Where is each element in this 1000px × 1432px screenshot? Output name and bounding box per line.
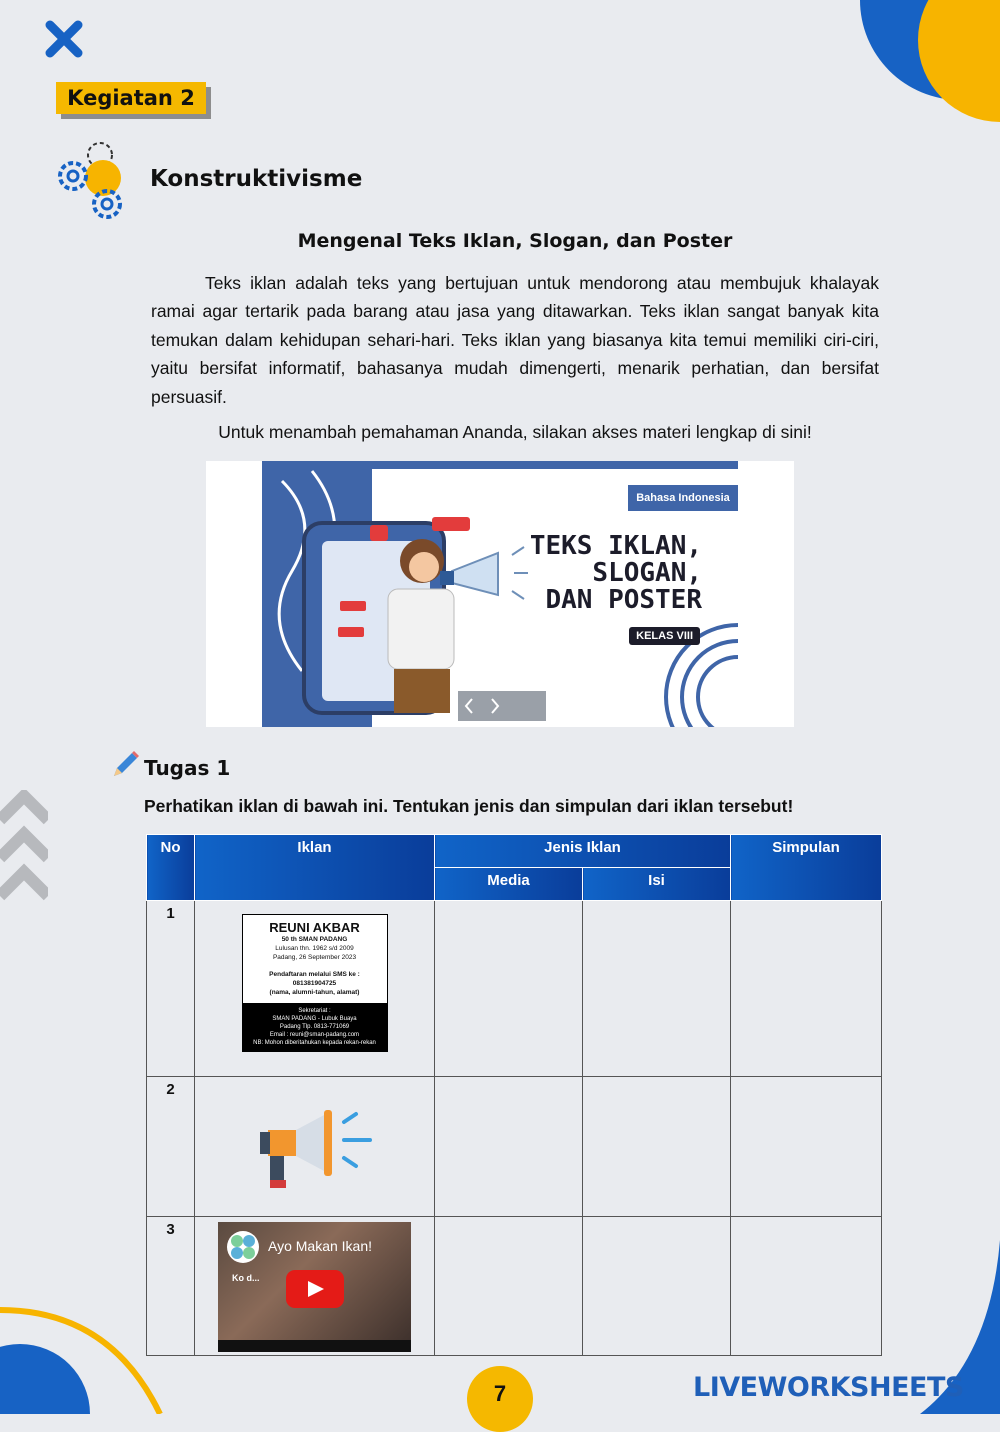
ad-cell (195, 901, 435, 1077)
ad-footer-text: NB: Mohon diberitahukan kepada rekan-rekan (253, 1040, 376, 1046)
answer-isi-cell[interactable] (583, 1077, 731, 1217)
intro-paragraph: Teks iklan adalah teks yang bertujuan untuk mendorong atau membujuk khalayak ramai agar tertarik pada barang atau jasa yang ditawarkan. Teks iklan sangat banyak kita temukan dalam kehidupan sehari-hari. Teks iklan yang biasanya kita temui memiliki ciri-ciri, yaitu bersifat informatif, bahasanya mudah dimengerti, menarik perhatian, dan bersifat persuasif. (151, 273, 879, 407)
slide-title-line: DAN POSTER (545, 585, 702, 615)
ad-cell[interactable] (195, 1077, 435, 1217)
header-isi: Isi (583, 868, 731, 901)
header-no: No (147, 835, 195, 901)
answer-isi-cell[interactable] (583, 901, 731, 1077)
video-title: Ayo Makan Ikan! (268, 1238, 373, 1254)
task-instruction: Perhatikan iklan di bawah ini. Tentukan jenis dan simpulan dari iklan tersebut! (144, 796, 794, 816)
slide-title-line: SLOGAN, (592, 558, 702, 588)
video-control-bar (218, 1340, 411, 1352)
header-media: Media (435, 868, 583, 901)
slide-subject-tag: Bahasa Indonesia (628, 485, 738, 511)
channel-logo-icon (226, 1230, 260, 1264)
ad-footer-text: Sekretariat : (298, 1008, 331, 1014)
answer-simpulan-cell[interactable] (731, 1217, 882, 1356)
table-row (147, 1077, 882, 1217)
table-row (147, 1217, 882, 1356)
answer-media-cell[interactable] (435, 1217, 583, 1356)
gears-icon (55, 140, 130, 224)
answer-media-cell[interactable] (435, 1077, 583, 1217)
slide-class-badge: KELAS VIII (629, 627, 700, 645)
ad-text: 081381904725 (292, 980, 337, 987)
page-number: 7 (467, 1366, 533, 1432)
ad-text: Padang, 26 September 2023 (272, 954, 357, 961)
megaphone-audio-icon[interactable] (256, 1108, 374, 1192)
ad-cell (195, 1217, 435, 1356)
slide-title (530, 533, 702, 614)
pencil-icon (110, 750, 140, 780)
play-button[interactable] (286, 1270, 344, 1308)
access-text: Untuk menambah pemahaman Ananda, silakan akses materi lengkap di sini! (218, 422, 812, 442)
ad-footer-text: Padang Tlp. 0813-771069 (279, 1024, 350, 1030)
section-title: Konstruktivisme (150, 166, 363, 192)
row-number: 2 (147, 1077, 195, 1217)
video-side-label: Ko d... (232, 1273, 260, 1283)
task-title: Tugas 1 (144, 756, 231, 780)
reunion-ad-poster (242, 914, 388, 1052)
header-simpulan: Simpulan (731, 835, 882, 901)
answer-media-cell[interactable] (435, 901, 583, 1077)
answer-simpulan-cell[interactable] (731, 1077, 882, 1217)
corner-decoration-top-right (830, 0, 1000, 130)
video-ad-player[interactable] (218, 1222, 411, 1352)
activity-badge: Kegiatan 2 (56, 82, 206, 114)
corner-decoration-bottom-left (0, 1300, 170, 1414)
brand-logo: LIVEWORKSHEETS (693, 1372, 964, 1403)
slide-title-line: TEKS IKLAN, (529, 531, 702, 561)
ad-text: (nama, alumni-tahun, alamat) (269, 989, 360, 996)
ad-text: Pendaftaran melalui SMS ke : (269, 971, 360, 978)
ad-title: REUNI AKBAR (269, 920, 360, 935)
ad-text: Lulusan thn. 1962 s/d 2009 (275, 945, 354, 952)
chevrons-decoration (0, 790, 48, 915)
row-number: 1 (147, 901, 195, 1077)
header-iklan: Iklan (195, 835, 435, 901)
ad-text: 50 th SMAN PADANG (281, 936, 348, 943)
sub-heading: Mengenal Teks Iklan, Slogan, dan Poster (297, 230, 733, 252)
material-slide[interactable] (262, 461, 738, 727)
cross-icon (45, 20, 83, 58)
ad-footer-text: SMAN PADANG - Lubuk Buaya (272, 1016, 357, 1022)
row-number: 3 (147, 1217, 195, 1356)
task-table (146, 834, 882, 1356)
table-row (147, 901, 882, 1077)
answer-simpulan-cell[interactable] (731, 901, 882, 1077)
header-jenis-iklan: Jenis Iklan (435, 835, 731, 868)
ad-footer-text: Email : reuni@sman-padang.com (269, 1032, 360, 1038)
answer-isi-cell[interactable] (583, 1217, 731, 1356)
